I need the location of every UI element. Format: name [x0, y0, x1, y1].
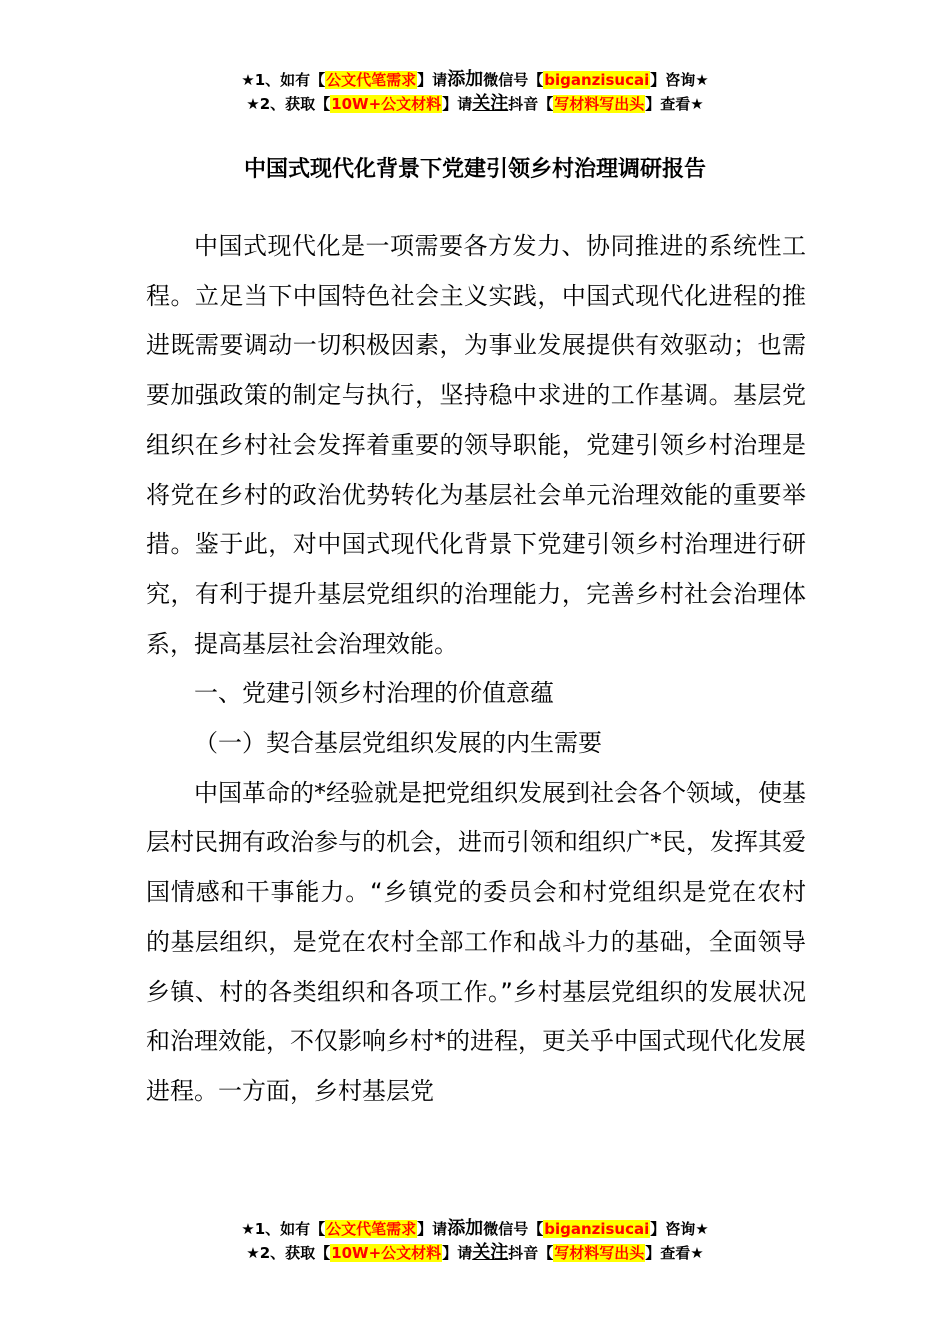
promo-line-1-mid2: 微信号【 [483, 71, 544, 89]
promo-line-1-emphasis: 添加 [447, 69, 484, 90]
promo-line-1 [0, 68, 950, 92]
promo-line-1-emphasis: 添加 [447, 1218, 484, 1239]
promo-line-2-mid: 】请 [442, 1244, 473, 1262]
promo-line-1-suffix: 】咨询★ [650, 1220, 709, 1238]
promo-line-2-mid: 】请 [442, 95, 473, 113]
body-paragraph-intro: 中国式现代化是一项需要各方发力、协同推进的系统性工程。立足当下中国特色社会主义实践，中国式现代化进程的推进既需要调动一切积极因素，为事业发展提供有效驱动；也需要加强政策的制定与执行，坚持稳中求进的工作基调。基层党组织在乡村社会发挥着重要的领导职能，党建引领乡村治理是将党在乡村的政治优势转化为基层社会单元治理效能的重要举措。鉴于此，对中国式现代化背景下党建引领乡村治理进行研究，有利于提升基层党组织的治理能力，完善乡村社会治理体系，提高基层社会治理效能。 [146, 232, 806, 658]
subsection-heading-1-1: （一）契合基层党组织发展的内生需要 [194, 729, 602, 758]
promo-line-2-mid2: 抖音【 [508, 95, 554, 113]
promo-line-2-emphasis: 关注 [472, 93, 509, 114]
body-paragraph-1-1: 中国革命的*经验就是把党组织发展到社会各个领域，使基层村民拥有政治参与的机会，进而引领和组织广*民，发挥其爱国情感和干事能力。“乡镇党的委员会和村党组织是党在农村的基层组织，是党在农村全部工作和战斗力的基础，全面领导乡镇、村的各类组织和各项工作。”乡村基层党组织的发展状况和治理效能，不仅影响乡村*的进程，更关乎中国式现代化发展进程。一方面，乡村基层党 [146, 778, 806, 1105]
promo-line-1-prefix: ★1、如有【 [241, 71, 326, 89]
promo-line-2-suffix: 】查看★ [645, 1244, 704, 1262]
promo-line-2 [0, 1241, 950, 1265]
header-promo-banner [0, 68, 950, 116]
document-title: 中国式现代化背景下党建引领乡村治理调研报告 [243, 157, 706, 182]
promo-line-2 [0, 92, 950, 116]
promo-line-1-highlight-wechat: biganzisucai [544, 71, 650, 89]
promo-line-2-mid2: 抖音【 [508, 1244, 554, 1262]
promo-line-1-highlight-service: 公文代笔需求 [326, 71, 417, 89]
promo-line-1-highlight-service: 公文代笔需求 [326, 1220, 417, 1238]
promo-line-1 [0, 1217, 950, 1241]
promo-line-2-highlight-materials: 10W+公文材料 [331, 95, 442, 113]
section-heading-1: 一、党建引领乡村治理的价值意蕴 [194, 679, 554, 708]
promo-line-2-highlight-materials: 10W+公文材料 [331, 1244, 442, 1262]
promo-line-1-highlight-wechat: biganzisucai [544, 1220, 650, 1238]
promo-line-2-suffix: 】查看★ [645, 95, 704, 113]
document-body [146, 222, 806, 1117]
promo-line-1-prefix: ★1、如有【 [241, 1220, 326, 1238]
promo-line-2-prefix: ★2、获取【 [246, 95, 331, 113]
promo-line-2-highlight-account: 写材料写出头 [554, 1244, 645, 1262]
promo-line-2-highlight-account: 写材料写出头 [554, 95, 645, 113]
promo-line-1-mid2: 微信号【 [483, 1220, 544, 1238]
promo-line-2-prefix: ★2、获取【 [246, 1244, 331, 1262]
promo-line-2-emphasis: 关注 [472, 1242, 509, 1263]
promo-line-1-mid: 】请 [417, 1220, 448, 1238]
promo-line-1-mid: 】请 [417, 71, 448, 89]
footer-promo-banner [0, 1217, 950, 1265]
promo-line-1-suffix: 】咨询★ [650, 71, 709, 89]
